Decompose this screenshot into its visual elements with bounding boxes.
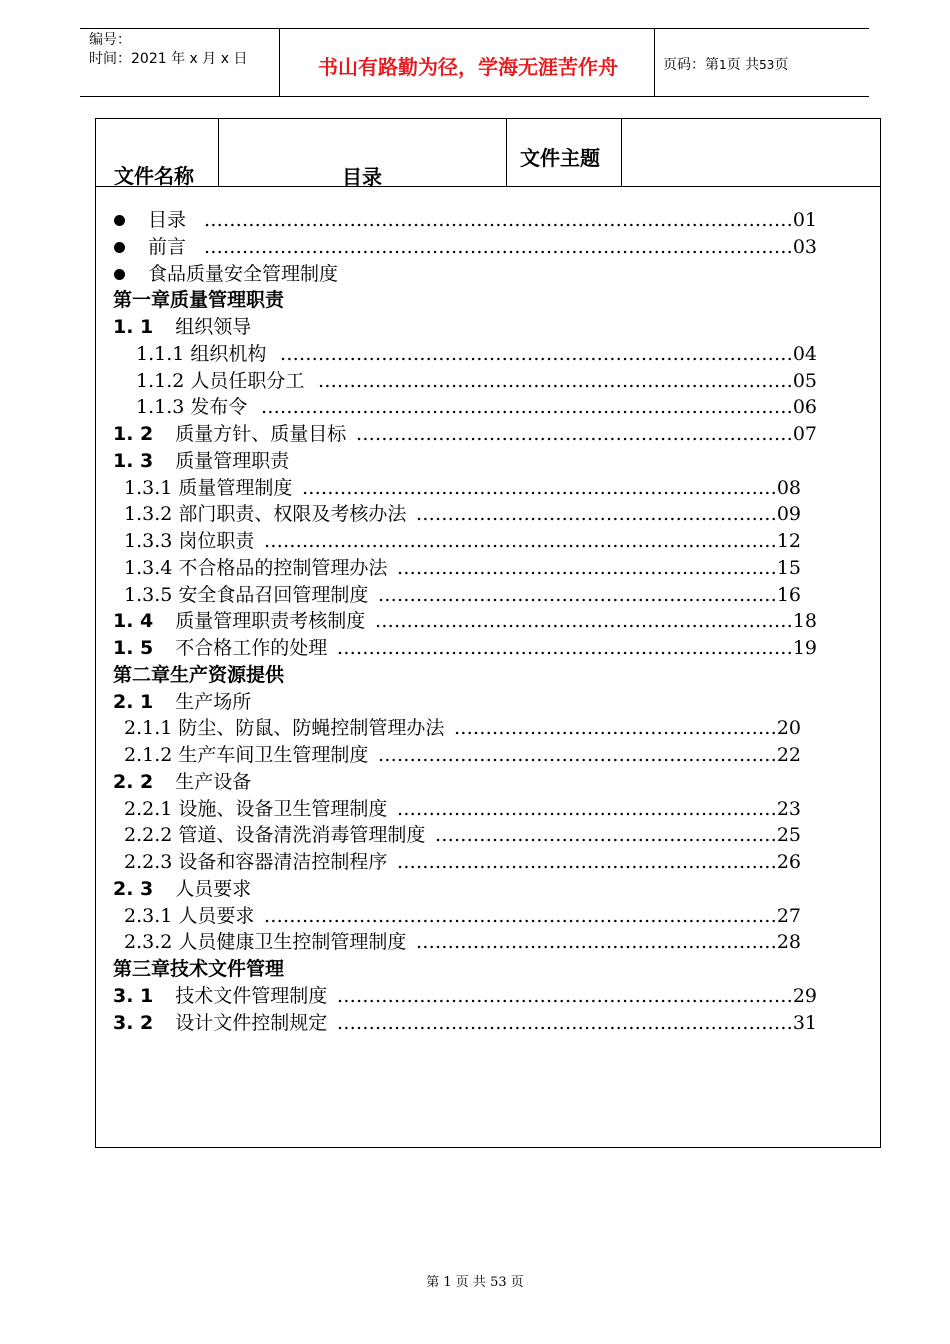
toc-entry-number: 1.3.2 [124, 503, 179, 526]
toc-entry-number: 1. 4 [113, 610, 154, 633]
toc-entry-page: 16 [776, 583, 801, 606]
toc-entry [124, 743, 368, 767]
toc-entry [124, 502, 406, 526]
toc-entry-label: 目录 [148, 209, 187, 231]
toc-entry-page: 19 [792, 637, 817, 659]
toc-entry-label: 食品质量安全管理制度 [148, 262, 339, 285]
toc-entry-page: 29 [792, 984, 817, 1007]
bullet-icon [114, 215, 125, 226]
toc-entry-page: 28 [776, 931, 801, 954]
page-middle: 页 共 [726, 57, 760, 73]
toc-entry-number: 2. 2 [113, 770, 154, 793]
toc-entry-label: 第一章质量管理职责 [113, 289, 285, 312]
toc-entry [136, 395, 247, 419]
toc-entry [113, 422, 346, 446]
toc-entry-page: 27 [776, 904, 801, 927]
toc-entry-number: 2.3.1 [124, 904, 179, 927]
header-meta [89, 31, 247, 69]
toc-entry [124, 476, 292, 500]
table-row-separator [95, 186, 881, 187]
toc-entry-leader: ……………………………………………………………07 [355, 423, 817, 445]
toc-entry-number: 1.3.1 [124, 476, 179, 499]
toc-entry-number: 2. 3 [113, 877, 154, 900]
toc-entry-leader: …………………………………………………………………………………01 [203, 209, 817, 231]
toc-entry-label: 第二章生产资源提供 [113, 663, 285, 686]
toc-entry [148, 262, 338, 286]
footer-total: 53 [490, 1275, 507, 1290]
toc-entry-label: 第三章技术文件管理 [113, 958, 285, 980]
toc-entry-label: 生产设备 [175, 770, 252, 793]
toc-entry-number: 3. 1 [113, 984, 154, 1007]
toc-entry [113, 288, 284, 312]
toc-entry-page: 09 [776, 503, 801, 526]
toc-entry-page: 22 [776, 744, 801, 766]
toc-entry-page: 07 [792, 423, 817, 445]
header-page-info [663, 54, 788, 74]
toc-entry-page: 23 [776, 797, 801, 820]
toc-entry-label: 不合格品的控制管理办法 [178, 556, 388, 579]
toc-entry-label: 质量管理制度 [178, 476, 293, 499]
header-top-rule [80, 28, 869, 29]
toc-entry-label: 组织领导 [175, 316, 252, 338]
toc-entry-page: 18 [792, 610, 817, 633]
toc-entry-leader: ………………………………………………………16 [377, 583, 801, 606]
toc-entry-page: 12 [776, 530, 801, 552]
file-name-value: 目录 [342, 165, 382, 189]
toc-entry [124, 716, 444, 740]
toc-entry-label: 组织机构 [190, 342, 267, 365]
toc-entry [113, 663, 284, 687]
toc-entry-page: 08 [776, 476, 801, 499]
toc-entry [124, 583, 368, 607]
toc-entry-label: 人员要求 [178, 904, 255, 927]
toc-entry-number: 1. 3 [113, 449, 154, 472]
toc-entry-number: 2.3.2 [124, 931, 179, 954]
bullet-icon [114, 242, 125, 253]
toc-entry-label: 安全食品召回管理制度 [178, 583, 369, 606]
toc-entry-page: 03 [792, 235, 817, 258]
toc-entry-number: 2.1.2 [124, 744, 179, 766]
toc-entry-leader: ………………………………………………………22 [377, 744, 801, 766]
header-divider-1 [279, 28, 280, 96]
table-col-divider-2 [506, 118, 507, 187]
toc-entry-leader: ………………………………………………………………………12 [263, 530, 801, 552]
toc-entry [124, 797, 387, 821]
toc-entry-page: 20 [776, 717, 801, 740]
toc-entry [113, 449, 289, 473]
file-topic-label: 文件主题 [520, 146, 600, 170]
toc-entry [124, 930, 406, 954]
toc-entry-leader: …………………………………………………………………………06 [260, 396, 817, 419]
footer-suffix: 页 [510, 1275, 524, 1290]
toc-entry-label: 设计文件控制规定 [175, 1011, 328, 1034]
toc-entry [136, 342, 266, 366]
bullet-icon [114, 269, 125, 280]
toc-entry-number: 1. 2 [113, 423, 154, 445]
toc-entry [113, 984, 327, 1008]
toc-entry-number: 3. 2 [113, 1011, 154, 1034]
toc-entry-label: 人员任职分工 [190, 369, 305, 392]
toc-entry-number: 2.2.1 [124, 797, 179, 820]
toc-entry-number: 1.1.1 [136, 342, 191, 365]
toc-entry-leader: …………………………………………………………………05 [317, 369, 817, 392]
toc-entry [124, 529, 254, 553]
toc-entry [113, 877, 251, 901]
toc-entry-leader: ………………………………………………………………19 [336, 637, 817, 659]
file-name-label: 文件名称 [114, 164, 194, 188]
table-col-divider-1 [218, 118, 219, 187]
toc-entry-number: 1.3.4 [124, 556, 179, 579]
toc-entry-number: 2. 1 [113, 690, 154, 713]
toc-entry-leader: …………………………………………………………………08 [301, 476, 801, 499]
toc-entry-leader: ………………………………………………………………………27 [263, 904, 801, 927]
page-prefix: 页码：第 [663, 57, 719, 73]
toc-entry-label: 质量管理职责考核制度 [175, 610, 366, 633]
toc-entry [148, 235, 186, 259]
toc-entry-leader: ……………………………………………………23 [396, 797, 801, 820]
toc-entry-label: 部门职责、权限及考核办法 [178, 503, 407, 526]
table-col-divider-3 [621, 118, 622, 187]
header-bottom-rule [80, 96, 869, 97]
toc-entry-number: 1. 1 [113, 316, 154, 338]
toc-entry-page: 25 [776, 824, 801, 847]
toc-entry-leader: ……………………………………………20 [453, 717, 801, 740]
toc-entry [136, 369, 304, 393]
toc-entry-label: 发布令 [190, 396, 248, 419]
toc-entry-label: 前言 [148, 235, 187, 258]
toc-entry-leader: …………………………………………………………18 [374, 610, 817, 633]
toc-entry-page: 04 [792, 342, 817, 365]
toc-entry-label: 防尘、防鼠、防蝇控制管理办法 [178, 717, 445, 740]
toc-entry [124, 904, 254, 928]
footer-current: 1 [443, 1275, 452, 1290]
toc-entry-leader: …………………………………………………09 [415, 503, 801, 526]
page-total: 53 [759, 58, 775, 72]
toc-entry [113, 957, 284, 981]
toc-entry-leader: ………………………………………………………………………04 [279, 342, 817, 365]
time-label: 时间：2021 年 x 月 x 日 [89, 51, 248, 67]
toc-entry-label: 质量管理职责 [175, 449, 290, 472]
toc-entry-leader: …………………………………………………………………………………03 [203, 235, 817, 258]
toc-entry [124, 850, 387, 874]
toc-entry-leader: ……………………………………………………15 [396, 556, 801, 579]
header-motto: 书山有路勤为径，学海无涯苦作舟 [318, 55, 618, 79]
toc-entry [113, 1011, 327, 1035]
toc-entry-page: 05 [792, 369, 817, 392]
toc-entry [124, 823, 425, 847]
page-suffix: 页 [774, 57, 789, 73]
toc-entry [113, 770, 251, 794]
toc-entry-number: 2.2.3 [124, 851, 179, 873]
toc-entry-label: 岗位职责 [178, 530, 255, 552]
toc-entry-label: 人员健康卫生控制管理制度 [178, 931, 407, 954]
page-footer [0, 1271, 950, 1290]
footer-middle: 页 共 [455, 1275, 486, 1290]
toc-entry [113, 690, 251, 714]
page-current: 1 [719, 58, 727, 72]
toc-entry-label: 设施、设备卫生管理制度 [178, 797, 388, 820]
toc-entry-leader: ………………………………………………………………31 [336, 1011, 817, 1034]
toc-entry-label: 生产场所 [175, 690, 252, 713]
toc-entry-number: 1. 5 [113, 637, 154, 659]
number-label: 编号： [89, 32, 131, 48]
toc-entry-page: 06 [792, 396, 817, 419]
toc-entry [113, 636, 327, 660]
toc-entry-page: 31 [792, 1011, 817, 1034]
toc-entry-number: 2.2.2 [124, 824, 179, 847]
toc-entry-label: 管道、设备清洗消毒管理制度 [178, 824, 426, 847]
toc-entry-label: 不合格工作的处理 [175, 637, 328, 659]
toc-entry [124, 556, 387, 580]
toc-entry [113, 609, 365, 633]
toc-entry-label: 生产车间卫生管理制度 [178, 744, 369, 766]
toc-entry [113, 315, 251, 339]
footer-prefix: 第 [426, 1275, 440, 1290]
toc-entry-leader: ………………………………………………25 [434, 824, 801, 847]
toc-entry-label: 质量方针、质量目标 [175, 423, 347, 445]
toc-entry-number: 1.1.3 [136, 396, 191, 419]
toc-entry-label: 人员要求 [175, 877, 252, 900]
toc-entry-label: 设备和容器清洁控制程序 [178, 851, 388, 873]
toc-entry-label: 技术文件管理制度 [175, 984, 328, 1007]
toc-entry-page: 26 [776, 851, 801, 873]
header-divider-2 [654, 28, 655, 96]
toc-entry-page: 15 [776, 556, 801, 579]
toc-entry-leader: ………………………………………………………………29 [336, 984, 817, 1007]
toc-entry-number: 2.1.1 [124, 717, 179, 740]
toc-entry [148, 208, 186, 232]
toc-entry-number: 1.3.3 [124, 530, 179, 552]
toc-entry-leader: …………………………………………………28 [415, 931, 801, 954]
toc-entry-number: 1.3.5 [124, 583, 179, 606]
toc-entry-number: 1.1.2 [136, 369, 191, 392]
toc-entry-page: 01 [792, 209, 817, 231]
toc-entry-leader: ……………………………………………………26 [396, 851, 801, 873]
